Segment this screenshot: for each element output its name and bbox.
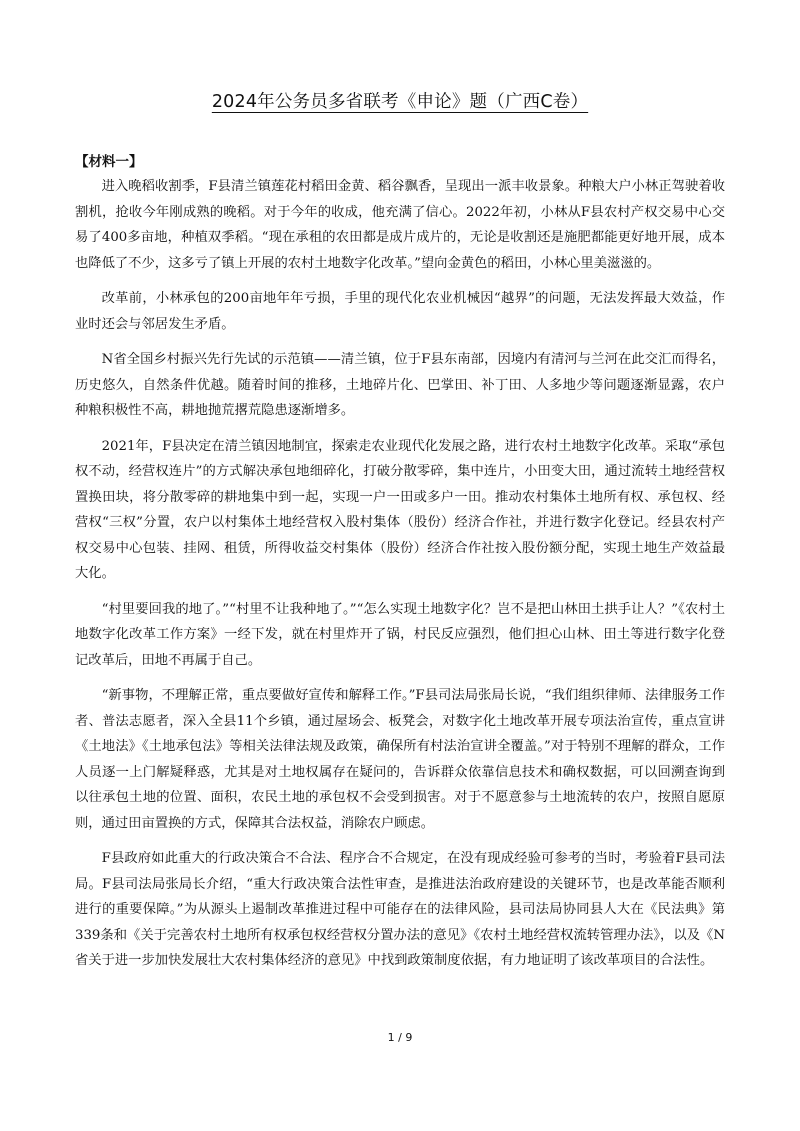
section-heading: 【材料一】	[75, 154, 143, 170]
paragraph: 进入晚稻收割季，F县清兰镇莲花村稻田金黄、稻谷飘香，呈现出一派丰收景象。种粮大户小林正驾驶着收割机，抢收今年刚成熟的晚稻。对于今年的收成，他充满了信心。2022年初，小林从F县农村产权交易中心交易了400多亩地，种植双季稻。“现在承租的农田都是成片成片的，无论是收割还是施肥都能更好地开展，成本也降低了不少，这多亏了镇上开展的农村土地数字化改革。”望向金黄色的稻田，小林心里美滋滋的。	[75, 179, 725, 271]
document-title: 2024年公务员多省联考《申论》题（广西C卷）	[211, 92, 589, 112]
paragraph: 改革前，小林承包的200亩地年年亏损，手里的现代化农业机械因“越界”的问题，无法发挥最大效益，作业时还会与邻居发生矛盾。	[75, 291, 725, 332]
document-body	[75, 150, 725, 984]
paragraph: “新事物，不理解正常，重点要做好宣传和解释工作。”F县司法局张局长说，“我们组织律师、法律服务工作者、普法志愿者，深入全县11个乡镇，通过屋场会、板凳会，对数字化土地改革开展专项法治宣传，重点宣讲《土地法》《土地承包法》等相关法律法规及政策，确保所有村法治宣讲全覆盖。”对于特别不理解的群众，工作人员逐一上门解疑释惑，尤其是对土地权属存在疑问的，告诉群众依靠信息技术和确权数据，可以回溯查询到以往承包土地的位置、面积，农民土地的承包权不会受到损害。对于不愿意参与土地流转的农户，按照自愿原则，通过田亩置换的方式，保障其合法权益，消除农户顾虑。	[75, 688, 725, 831]
paragraph: N省全国乡村振兴先行先试的示范镇——清兰镇，位于F县东南部，因境内有清河与兰河在此交汇而得名，历史悠久，自然条件优越。随着时间的推移，土地碎片化、巴掌田、补丁田、人多地少等问题逐渐显露，农户种粮积极性不高，耕地抛荒撂荒隐患逐渐增多。	[75, 352, 725, 418]
paragraph: 2021年，F县决定在清兰镇因地制宜，探索走农业现代化发展之路，进行农村土地数字化改革。采取“承包权不动，经营权连片”的方式解决承包地细碎化，打破分散零碎，集中连片，小田变大田，通过流转土地经营权置换田块，将分散零碎的耕地集中到一起，实现一户一田或多户一田。推动农村集体土地所有权、承包权、经营权“三权”分置，农户以村集体土地经营权入股村集体（股份）经济合作社，并进行数字化登记。经县农村产权交易中心包装、挂网、租赁，所得收益交村集体（股份）经济合作社按入股份额分配，实现土地生产效益最大化。	[75, 438, 725, 581]
paragraph: “村里要回我的地了。”“村里不让我种地了。”“怎么实现土地数字化？岂不是把山林田土拱手让人？”《农村土地数字化改革工作方案》一经下发，就在村里炸开了锅，村民反应强烈，他们担心山林、田土等进行数字化登记改革后，田地不再属于自己。	[75, 601, 725, 668]
paragraph: F县政府如此重大的行政决策合不合法、程序合不合规定，在没有现成经验可参考的当时，考验着F县司法局。F县司法局张局长介绍，“重大行政决策合法性审查，是推进法治政府建设的关键环节，也是改革能否顺利进行的重要保障。”为从源头上遏制改革推进过程中可能存在的法律风险，县司法局协同县人大在《民法典》第339条和《关于完善农村土地所有权承包权经营权分置办法的意见》《农村土地经营权流转管理办法》，以及《N省关于进一步加快发展壮大农村集体经济的意见》中找到政策制度依据，有力地证明了该改革项目的合法性。	[75, 851, 725, 968]
page-number: 1 / 9	[387, 1031, 413, 1044]
